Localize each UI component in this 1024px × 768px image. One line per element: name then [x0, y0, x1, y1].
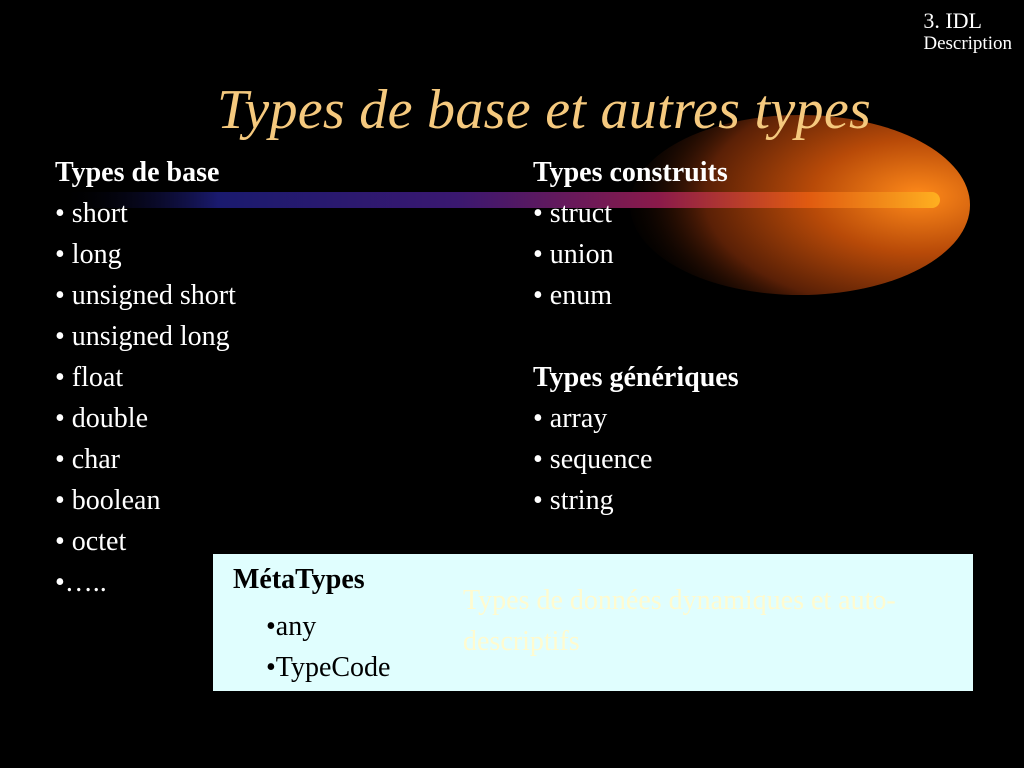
list-item: •….. [55, 567, 107, 598]
metatypes-description: Types de données dynamiques et auto-descriptifs [463, 585, 896, 657]
base-types-heading: Types de base [55, 157, 220, 188]
other-types-list [533, 152, 739, 521]
list-spacer [533, 316, 739, 357]
list-item: • char [55, 444, 120, 475]
list-item: • octet [55, 526, 127, 557]
metatypes-box [213, 554, 973, 691]
list-item: •TypeCode [266, 652, 391, 683]
list-item: • struct [533, 198, 613, 229]
metatypes-heading: MétaTypes [233, 564, 365, 595]
list-item: • string [533, 485, 614, 516]
section-number: 3. IDL [923, 8, 982, 33]
list-item: • float [55, 362, 124, 393]
base-types-list [55, 152, 236, 603]
section-label [923, 8, 1012, 55]
list-item: • boolean [55, 485, 161, 516]
slide-title: Types de base et autres types [217, 79, 872, 141]
constructed-types-heading: Types construits [533, 157, 728, 188]
list-item: • unsigned long [55, 321, 230, 352]
list-item: • double [55, 403, 149, 434]
metatypes-list [266, 606, 390, 688]
list-item: • enum [533, 280, 613, 311]
list-item: • long [55, 239, 122, 270]
list-item: • short [55, 198, 128, 229]
list-item: • union [533, 239, 614, 270]
list-item: • unsigned short [55, 280, 236, 311]
list-item: • sequence [533, 444, 653, 475]
list-item: •any [266, 611, 317, 642]
list-item: • array [533, 403, 608, 434]
generic-types-heading: Types génériques [533, 362, 739, 393]
section-subtitle: Description [923, 33, 1012, 55]
